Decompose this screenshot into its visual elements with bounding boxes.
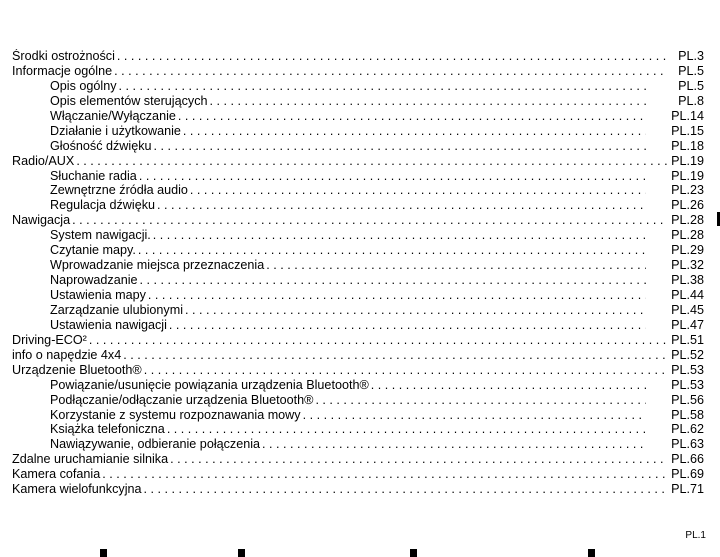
dot-leader <box>151 228 646 243</box>
dot-leader <box>121 348 668 363</box>
toc-entry[interactable] <box>12 124 704 139</box>
toc-entry-title: Głośność dźwięku <box>50 138 152 153</box>
toc-entry-title: Włączanie/Wyłączanie <box>50 108 176 123</box>
toc-entry-page: PL.18 <box>671 138 704 153</box>
toc-entry-title: Opis ogólny <box>50 78 117 93</box>
toc-entry-title: Zewnętrzne źródła audio <box>50 183 188 198</box>
toc-entry[interactable] <box>12 228 704 243</box>
dot-leader <box>136 243 646 258</box>
toc-entry[interactable] <box>12 348 704 363</box>
toc-entry-page: PL.69 <box>671 467 704 482</box>
binding-mark <box>588 549 595 557</box>
toc-entry-title: Słuchanie radia <box>50 168 137 183</box>
toc-entry[interactable] <box>12 482 704 497</box>
toc-entry-title: Zarządzanie ulubionymi <box>50 302 184 317</box>
toc-entry-page: PL.52 <box>671 347 704 362</box>
toc-entry-page: PL.58 <box>671 407 704 422</box>
toc-entry[interactable] <box>12 94 704 109</box>
toc-entry-page: PL.38 <box>671 273 704 288</box>
toc-entry-page: PL.5 <box>678 63 704 78</box>
page-number: PL.1 <box>685 530 706 541</box>
toc-entry-title: Czytanie mapy. <box>50 243 136 258</box>
toc-entry-title: Urządzenie Bluetooth® <box>12 362 142 377</box>
dot-leader <box>146 288 646 303</box>
toc-entry-page: PL.47 <box>671 317 704 332</box>
toc-entry-page: PL.23 <box>671 183 704 198</box>
toc-entry-page: PL.53 <box>671 362 704 377</box>
toc-entry[interactable] <box>12 49 704 64</box>
toc-entry[interactable] <box>12 154 704 169</box>
binding-marks <box>0 549 720 557</box>
toc-entry-title: Informacje ogólne <box>12 63 113 78</box>
toc-entry-page: PL.62 <box>671 422 704 437</box>
toc-entry[interactable] <box>12 452 704 467</box>
toc-entry-page: PL.53 <box>671 377 704 392</box>
dot-leader <box>112 64 668 79</box>
dot-leader <box>168 452 668 467</box>
toc-entry-page: PL.14 <box>671 108 704 123</box>
toc-entry-page: PL.28 <box>671 213 704 228</box>
toc-entry[interactable] <box>12 437 704 452</box>
toc-entry-title: Środki ostrożności <box>12 49 115 63</box>
toc-entry-page: PL.45 <box>671 302 704 317</box>
toc-entry-title: Opis elementów sterujących <box>50 93 208 108</box>
toc-entry-page: PL.15 <box>671 123 704 138</box>
toc-entry[interactable] <box>12 79 704 94</box>
dot-leader <box>152 139 647 154</box>
toc-entry-title: Korzystanie z systemu rozpoznawania mowy <box>50 407 301 422</box>
toc-entry-title: Driving-ECO² <box>12 332 87 347</box>
dot-leader <box>183 303 646 318</box>
toc-entry-page: PL.66 <box>671 452 704 467</box>
dot-leader <box>137 169 646 184</box>
toc-entry-title: Naprowadzanie <box>50 273 138 288</box>
toc-entry[interactable] <box>12 243 704 258</box>
dot-leader <box>188 183 646 198</box>
dot-leader <box>181 124 646 139</box>
dot-leader <box>260 437 646 452</box>
dot-leader <box>167 318 646 333</box>
toc-entry-page: PL.63 <box>671 437 704 452</box>
toc-entry-title: Wprowadzanie miejsca przeznaczenia <box>50 258 265 273</box>
toc-entry-title: Radio/AUX <box>12 153 75 168</box>
dot-leader <box>176 109 646 124</box>
toc-entry-page: PL.29 <box>671 243 704 258</box>
toc-entry[interactable] <box>12 213 704 228</box>
toc-entry[interactable] <box>12 273 704 288</box>
dot-leader <box>115 49 668 64</box>
toc-entry[interactable] <box>12 198 704 213</box>
binding-mark <box>238 549 245 557</box>
toc-entry-page: PL.71 <box>671 482 704 497</box>
toc-entry-title: Powiązanie/usunięcie powiązania urządzenia Bluetooth® <box>50 377 369 392</box>
toc-entry-title: Nawiązywanie, odbieranie połączenia <box>50 437 261 452</box>
toc-entry[interactable] <box>12 467 704 482</box>
dot-leader <box>100 467 668 482</box>
toc-entry-title: Książka telefoniczna <box>50 422 165 437</box>
toc-entry[interactable] <box>12 139 704 154</box>
dot-leader <box>87 333 668 348</box>
toc-entry-title: Kamera wielofunkcyjna <box>12 482 142 497</box>
toc-entry-page: PL.51 <box>671 332 704 347</box>
toc-entry[interactable] <box>12 109 704 124</box>
toc-entry[interactable] <box>12 183 704 198</box>
toc-entry-title: Ustawienia nawigacji <box>50 317 167 332</box>
toc-entry[interactable] <box>12 363 704 378</box>
toc-entry-page: PL.3 <box>678 49 704 63</box>
toc-entry-page: PL.19 <box>671 168 704 183</box>
toc-entry[interactable] <box>12 378 704 393</box>
toc-entry-title: Działanie i użytkowanie <box>50 123 181 138</box>
binding-mark <box>410 549 417 557</box>
binding-mark <box>100 549 107 557</box>
toc-entry-title: Kamera cofania <box>12 467 101 482</box>
toc-entry[interactable] <box>12 64 704 79</box>
toc-entry-title: Zdalne uruchamianie silnika <box>12 452 169 467</box>
dot-leader <box>208 94 647 109</box>
toc-entry-page: PL.56 <box>671 392 704 407</box>
dot-leader <box>74 154 668 169</box>
dot-leader <box>313 393 646 408</box>
dot-leader <box>138 273 646 288</box>
toc-entry-page: PL.28 <box>671 228 704 243</box>
toc-entry-title: Podłączanie/odłączanie urządzenia Bluetooth® <box>50 392 314 407</box>
dot-leader <box>165 422 646 437</box>
toc-entry[interactable] <box>12 303 704 318</box>
dot-leader <box>70 213 668 228</box>
dot-leader <box>264 258 646 273</box>
dot-leader <box>369 378 646 393</box>
toc-entry-title: info o napędzie 4x4 <box>12 347 122 362</box>
toc-entry-page: PL.5 <box>678 78 704 93</box>
toc-entry-title: Ustawienia mapy <box>50 288 146 302</box>
dot-leader <box>301 408 646 423</box>
toc-entry[interactable] <box>12 258 704 273</box>
toc-entry-title: Nawigacja <box>12 213 71 228</box>
toc-entry-page: PL.32 <box>671 258 704 273</box>
toc-entry-title: System nawigacji. <box>50 228 151 243</box>
toc-entry-page: PL.8 <box>678 93 704 108</box>
table-of-contents <box>12 49 704 497</box>
dot-leader <box>117 79 646 94</box>
toc-entry[interactable] <box>12 393 704 408</box>
dot-leader <box>142 363 668 378</box>
toc-entry[interactable] <box>12 422 704 437</box>
toc-entry-title: Regulacja dźwięku <box>50 198 156 213</box>
toc-entry[interactable] <box>12 333 704 348</box>
toc-entry[interactable] <box>12 169 704 184</box>
dot-leader <box>142 482 669 497</box>
toc-entry[interactable] <box>12 288 704 303</box>
toc-entry-page: PL.26 <box>671 198 704 213</box>
toc-entry-page: PL.44 <box>671 288 704 302</box>
toc-entry[interactable] <box>12 408 704 423</box>
toc-entry[interactable] <box>12 318 704 333</box>
toc-entry-page: PL.19 <box>671 153 704 168</box>
dot-leader <box>155 198 646 213</box>
